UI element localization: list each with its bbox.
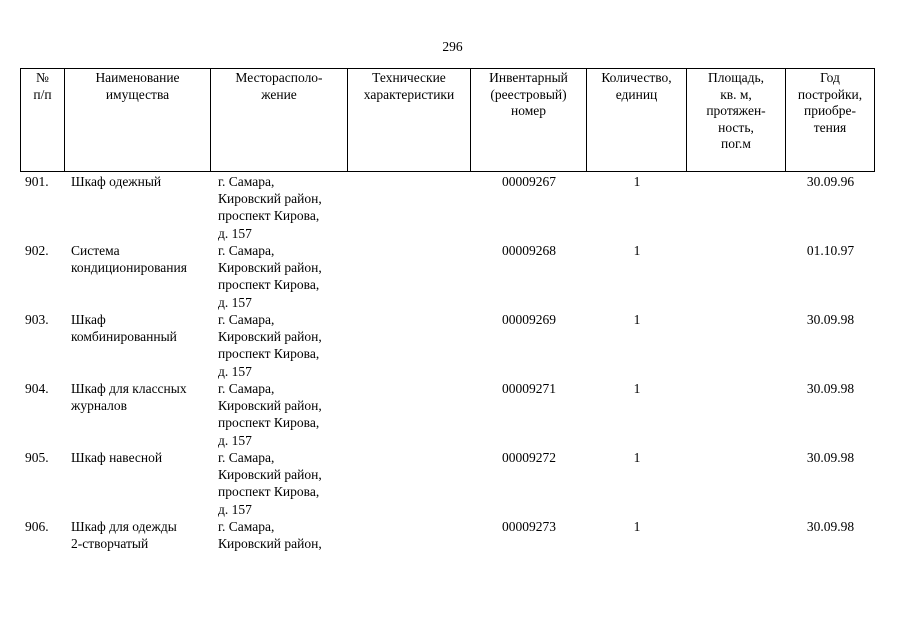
row-number: 901. <box>25 174 49 189</box>
item-name: Шкаф для классных журналов <box>71 381 187 414</box>
inventory-number: 00009267 <box>502 174 556 189</box>
table-row <box>20 449 875 518</box>
item-location: г. Самара, Кировский район, <box>218 519 322 552</box>
table-row <box>20 311 875 380</box>
column-header-area: Площадь, кв. м, протяжен- ность, пог.м <box>687 69 786 172</box>
item-location: г. Самара, Кировский район, проспект Кирова, д. 157 <box>218 174 322 241</box>
item-name: Система кондиционирования <box>71 243 187 276</box>
item-area <box>687 449 786 518</box>
item-name: Шкаф для одежды 2-створчатый <box>71 519 177 552</box>
column-header-technical: Технические характеристики <box>348 69 471 172</box>
inventory-number: 00009271 <box>502 381 556 396</box>
table-body <box>20 173 875 587</box>
item-technical <box>348 380 471 449</box>
table-row <box>20 173 875 242</box>
item-technical <box>348 242 471 311</box>
column-header-inventory: Инвентарный (реестровый) номер <box>471 69 587 172</box>
row-number: 905. <box>25 450 49 465</box>
row-number: 904. <box>25 381 49 396</box>
item-location: г. Самара, Кировский район, проспект Кирова, д. 157 <box>218 312 322 379</box>
item-quantity: 1 <box>633 312 641 327</box>
column-header-location: Месторасполо- жение <box>211 69 348 172</box>
item-quantity: 1 <box>633 450 641 465</box>
table-row <box>20 242 875 311</box>
item-name: Шкаф навесной <box>71 450 163 465</box>
item-area <box>687 173 786 242</box>
item-location: г. Самара, Кировский район, проспект Кирова, д. 157 <box>218 243 322 310</box>
item-quantity: 1 <box>633 243 641 258</box>
row-number: 906. <box>25 519 49 534</box>
item-year: 30.09.98 <box>806 381 855 396</box>
row-number: 903. <box>25 312 49 327</box>
table-row <box>20 380 875 449</box>
item-quantity: 1 <box>633 174 641 189</box>
item-area <box>687 242 786 311</box>
column-header-name: Наименование имущества <box>65 69 211 172</box>
column-header-number: № п/п <box>21 69 65 172</box>
inventory-number: 00009273 <box>502 519 556 534</box>
item-year: 30.09.98 <box>806 519 855 534</box>
item-area <box>687 380 786 449</box>
table-header <box>20 68 875 172</box>
page-number: 296 <box>442 39 463 54</box>
item-year: 30.09.96 <box>806 174 855 189</box>
inventory-number: 00009269 <box>502 312 556 327</box>
inventory-number: 00009272 <box>502 450 556 465</box>
item-location: г. Самара, Кировский район, проспект Кирова, д. 157 <box>218 381 322 448</box>
inventory-number: 00009268 <box>502 243 556 258</box>
item-area <box>687 311 786 380</box>
item-area <box>687 518 786 587</box>
item-quantity: 1 <box>633 381 641 396</box>
table-row <box>20 518 875 587</box>
item-technical <box>348 518 471 587</box>
item-year: 30.09.98 <box>806 450 855 465</box>
item-technical <box>348 311 471 380</box>
item-name: Шкаф одежный <box>71 174 162 189</box>
item-year: 30.09.98 <box>806 312 855 327</box>
row-number: 902. <box>25 243 49 258</box>
item-quantity: 1 <box>633 519 641 534</box>
column-header-quantity: Количество, единиц <box>587 69 687 172</box>
item-technical <box>348 173 471 242</box>
column-header-year: Год постройки, приобре- тения <box>786 69 875 172</box>
item-year: 01.10.97 <box>806 243 855 258</box>
item-name: Шкаф комбинированный <box>71 312 177 345</box>
item-technical <box>348 449 471 518</box>
item-location: г. Самара, Кировский район, проспект Кирова, д. 157 <box>218 450 322 517</box>
